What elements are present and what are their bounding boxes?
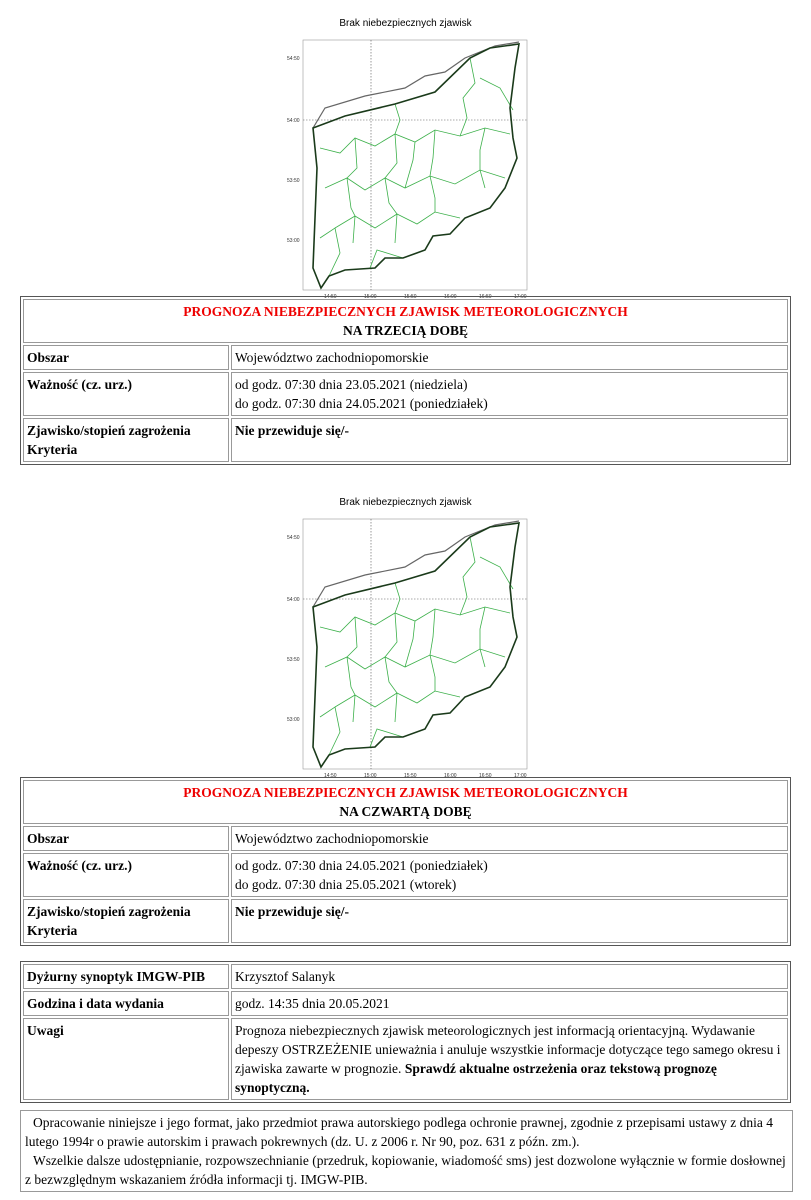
- coastline: [313, 521, 519, 607]
- y-tick-label: 54:00: [287, 118, 300, 124]
- y-tick-label: 54:00: [287, 597, 300, 603]
- district-border: [385, 613, 397, 722]
- phenomenon-label-line2: Kryteria: [27, 923, 78, 938]
- validity-from: od godz. 07:30 dnia 24.05.2021 (poniedziałek): [235, 858, 488, 873]
- voivodeship-border: [313, 44, 519, 288]
- warning-map-day4: [285, 517, 530, 784]
- synoptyk-value: Krzysztof Salanyk: [231, 964, 788, 989]
- validity-to: do godz. 07:30 dnia 24.05.2021 (poniedziałek): [235, 396, 488, 411]
- x-tick-label: 15:50: [404, 773, 417, 779]
- district-border: [430, 130, 435, 212]
- x-tick-label: 16:50: [479, 773, 492, 779]
- x-tick-label: 15:00: [364, 294, 377, 300]
- forecast-title: PROGNOZA NIEBEZPIECZNYCH ZJAWISK METEOROLOGICZNYCH: [183, 304, 628, 319]
- y-tick-label: 53:50: [287, 657, 300, 663]
- forecast-table-day4: [20, 777, 791, 946]
- coastline: [313, 42, 519, 128]
- district-border: [395, 104, 400, 134]
- map-frame: [303, 519, 527, 769]
- phenomenon-label-line1: Zjawisko/stopień zagrożenia: [27, 904, 191, 919]
- district-border: [335, 212, 460, 228]
- district-border: [460, 537, 475, 615]
- warning-map-day3: [285, 38, 530, 305]
- validity-from: od godz. 07:30 dnia 23.05.2021 (niedziela): [235, 377, 468, 392]
- synoptyk-label: Dyżurny synoptyk IMGW-PIB: [23, 964, 229, 989]
- voivodeship-border: [313, 523, 519, 767]
- y-tick-label: 54:50: [287, 535, 300, 541]
- y-tick-label: 53:00: [287, 717, 300, 723]
- forecast-day-title: NA CZWARTĄ DOBĘ: [339, 804, 472, 819]
- notes-value: [231, 1018, 788, 1100]
- x-tick-label: 14:50: [324, 294, 337, 300]
- district-border: [405, 621, 415, 667]
- validity-to: do godz. 07:30 dnia 25.05.2021 (wtorek): [235, 877, 457, 892]
- map-title-day3: Brak niebezpiecznych zjawisk: [339, 18, 472, 29]
- district-border: [385, 134, 397, 243]
- district-border: [395, 583, 400, 613]
- phenomenon-label: [23, 418, 229, 462]
- disclaimer-para1: Opracowanie niniejsze i jego format, jako przedmiot prawa autorskiego podlega ochronie prawnej, zgodnie z przepisami ustawy z dnia 4 lutego 1994r o prawie autorskim i prawach pokrewnych (dz. U. z 2006 r. Nr 90, poz. 631 z późn. zm.).: [25, 1115, 773, 1149]
- district-border: [320, 128, 510, 153]
- district-border: [405, 142, 415, 188]
- phenomenon-label: [23, 899, 229, 943]
- district-border: [320, 228, 340, 276]
- map-title-day4: Brak niebezpiecznych zjawisk: [339, 497, 472, 508]
- district-border: [347, 138, 357, 243]
- x-tick-label: 16:00: [444, 294, 457, 300]
- validity-value: [231, 853, 788, 897]
- validity-label: Ważność (cz. urz.): [23, 372, 229, 416]
- x-tick-label: 16:50: [479, 294, 492, 300]
- phenomenon-label-line2: Kryteria: [27, 442, 78, 457]
- area-value: Województwo zachodniopomorskie: [231, 826, 788, 851]
- district-border: [335, 691, 460, 707]
- phenomenon-value: Nie przewiduje się/-: [231, 418, 788, 462]
- notes-label: Uwagi: [23, 1018, 229, 1100]
- area-label: Obszar: [23, 826, 229, 851]
- validity-label: Ważność (cz. urz.): [23, 853, 229, 897]
- copyright-disclaimer: [20, 1110, 793, 1192]
- y-tick-label: 53:00: [287, 238, 300, 244]
- x-tick-label: 15:00: [364, 773, 377, 779]
- forecast-day-title: NA TRZECIĄ DOBĘ: [342, 323, 469, 338]
- forecast-header: [23, 780, 788, 824]
- phenomenon-label-line1: Zjawisko/stopień zagrożenia: [27, 423, 191, 438]
- x-tick-label: 17:00: [514, 294, 527, 300]
- district-border: [480, 557, 513, 589]
- district-border: [320, 707, 340, 755]
- district-border: [347, 617, 357, 722]
- district-border: [370, 729, 403, 747]
- area-label: Obszar: [23, 345, 229, 370]
- info-table: [20, 961, 791, 1103]
- y-tick-label: 54:50: [287, 56, 300, 62]
- area-value: Województwo zachodniopomorskie: [231, 345, 788, 370]
- district-border: [480, 128, 485, 188]
- validity-value: [231, 372, 788, 416]
- issued-value: godz. 14:35 dnia 20.05.2021: [231, 991, 788, 1016]
- x-tick-label: 17:00: [514, 773, 527, 779]
- y-tick-label: 53:50: [287, 178, 300, 184]
- district-border: [370, 250, 403, 268]
- issued-label: Godzina i data wydania: [23, 991, 229, 1016]
- forecast-title: PROGNOZA NIEBEZPIECZNYCH ZJAWISK METEOROLOGICZNYCH: [183, 785, 628, 800]
- x-tick-label: 16:00: [444, 773, 457, 779]
- notes-bold: Sprawdź aktualne ostrzeżenia oraz tekstową prognozę synoptyczną.: [235, 1061, 717, 1095]
- forecast-header: [23, 299, 788, 343]
- forecast-table-day3: [20, 296, 791, 465]
- disclaimer-para2: Wszelkie dalsze udostępnianie, rozpowszechnianie (przedruk, kopiowanie, wiadomość sms) jest dozwolone wyłącznie w formie dosłownej z bezwzględnym wskazaniem źródła informacji tj. IMGW-PIB.: [25, 1153, 786, 1187]
- district-border: [320, 607, 510, 632]
- notes-text: Prognoza niebezpiecznych zjawisk meteorologicznych jest informacją orientacyjną. Wydawanie depeszy OSTRZEŻENIE unieważnia i anuluje wszystkie informacje dotyczące tego samego okresu i zjawiska zawarte w prognozie.: [235, 1023, 781, 1076]
- phenomenon-value: Nie przewiduje się/-: [231, 899, 788, 943]
- district-border: [430, 609, 435, 691]
- district-border: [480, 607, 485, 667]
- x-tick-label: 15:50: [404, 294, 417, 300]
- x-tick-label: 14:50: [324, 773, 337, 779]
- map-frame: [303, 40, 527, 290]
- district-border: [480, 78, 513, 110]
- district-border: [460, 58, 475, 136]
